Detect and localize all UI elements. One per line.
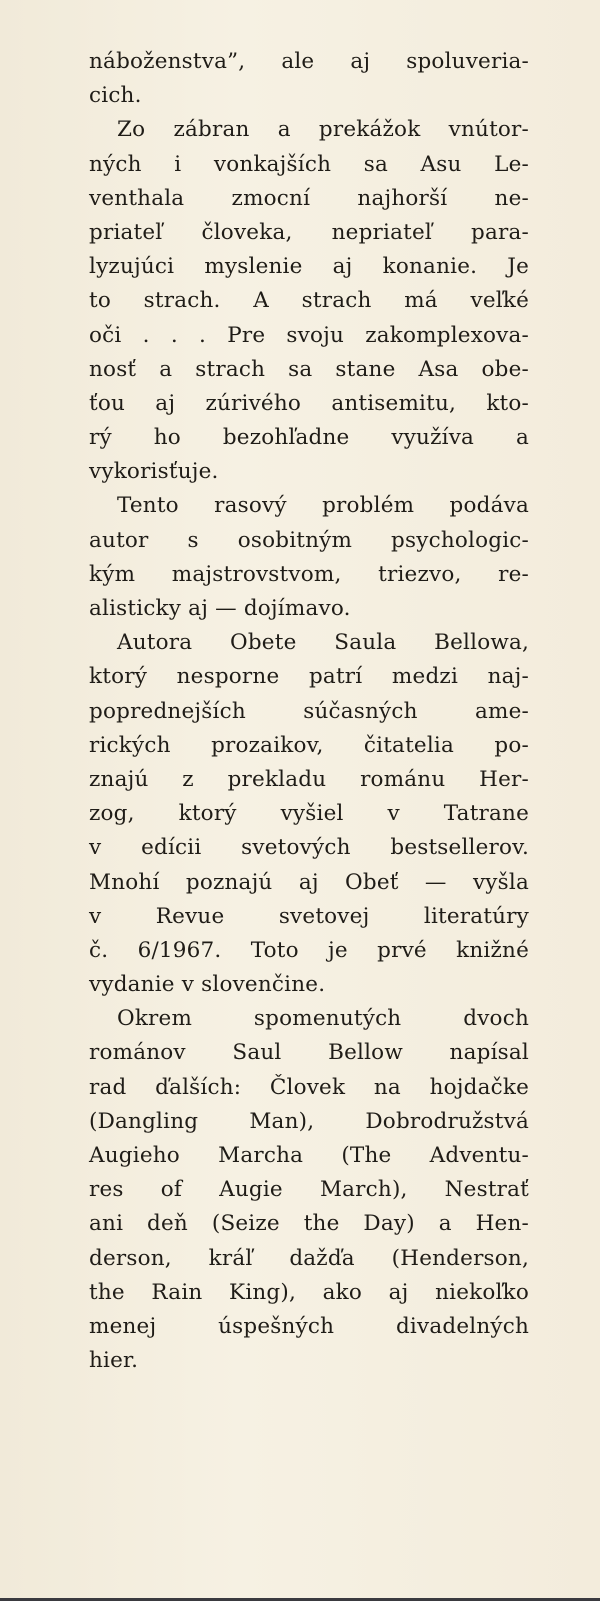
text-line: kým majstrovstvom, triezvo, re- xyxy=(89,561,529,587)
text-line: románov Saul Bellow napísal xyxy=(89,1040,529,1066)
paragraph-5 xyxy=(89,1002,529,1378)
text-line: č. 6/1967. Toto je prvé knižné xyxy=(89,937,529,963)
text-line: náboženstva”, ale aj spoluveria- xyxy=(89,49,529,74)
text-line: lyzujúci myslenie aj konanie. Je xyxy=(89,254,529,280)
paragraph-3 xyxy=(89,489,529,626)
book-jacket-text xyxy=(89,45,529,1378)
text-line: cich. xyxy=(89,83,142,109)
text-line: ktorý nesporne patrí medzi naj- xyxy=(89,664,529,690)
paragraph-2 xyxy=(89,113,529,489)
text-line: zog, ktorý vyšiel v Tatrane xyxy=(89,801,529,827)
text-line: venthala zmocní najhorší ne- xyxy=(89,185,529,211)
text-line: rý ho bezohľadne využíva a xyxy=(89,425,529,451)
text-line: poprednejších súčasných ame- xyxy=(89,698,529,724)
paragraph-1 xyxy=(89,45,529,113)
text-line: Zo zábran a prekážok vnútor- xyxy=(117,117,529,143)
text-line: rických prozaikov, čitatelia po- xyxy=(89,732,529,758)
paragraph-4 xyxy=(89,626,529,1002)
text-line: znajú z prekladu románu Her- xyxy=(89,766,529,792)
text-line: vydanie v slovenčine. xyxy=(89,972,326,998)
text-line: rad ďalších: Človek na hojdačke xyxy=(89,1074,529,1100)
text-line: nosť a strach sa stane Asa obe- xyxy=(89,356,529,382)
text-line: hier. xyxy=(89,1348,139,1374)
text-line: the Rain King), ako aj niekoľko xyxy=(89,1279,529,1305)
text-line: priateľ človeka, nepriateľ para- xyxy=(89,219,529,245)
text-line: oči . . . Pre svoju zakomplexova- xyxy=(89,322,529,348)
text-line: Autora Obete Saula Bellowa, xyxy=(117,630,529,656)
text-line: menej úspešných divadelných xyxy=(89,1313,529,1339)
text-line: res of Augie March), Nestrať xyxy=(89,1177,529,1203)
text-line: ani deň (Seize the Day) a Hen- xyxy=(89,1211,529,1237)
text-line: alisticky aj — dojímavo. xyxy=(89,596,351,621)
text-line: Mnohí poznajú aj Obeť — vyšla xyxy=(89,869,529,895)
text-line: Tento rasový problém podáva xyxy=(117,493,529,519)
text-line: derson, kráľ dažďa (Henderson, xyxy=(89,1245,529,1271)
text-line: vykorisťuje. xyxy=(89,459,219,485)
text-line: ných i vonkajších sa Asu Le- xyxy=(89,151,529,177)
text-line: Okrem spomenutých dvoch xyxy=(117,1006,529,1032)
text-line: Augieho Marcha (The Adventu- xyxy=(89,1143,529,1168)
text-line: (Dangling Man), Dobrodružstvá xyxy=(89,1108,529,1134)
text-line: autor s osobitným psychologic- xyxy=(89,527,529,553)
text-line: v Revue svetovej literatúry xyxy=(89,903,529,929)
text-line: v edícii svetových bestsellerov. xyxy=(89,835,529,861)
text-line: to strach. A strach má veľké xyxy=(89,288,529,314)
text-line: ťou aj zúrivého antisemitu, kto- xyxy=(89,390,529,416)
